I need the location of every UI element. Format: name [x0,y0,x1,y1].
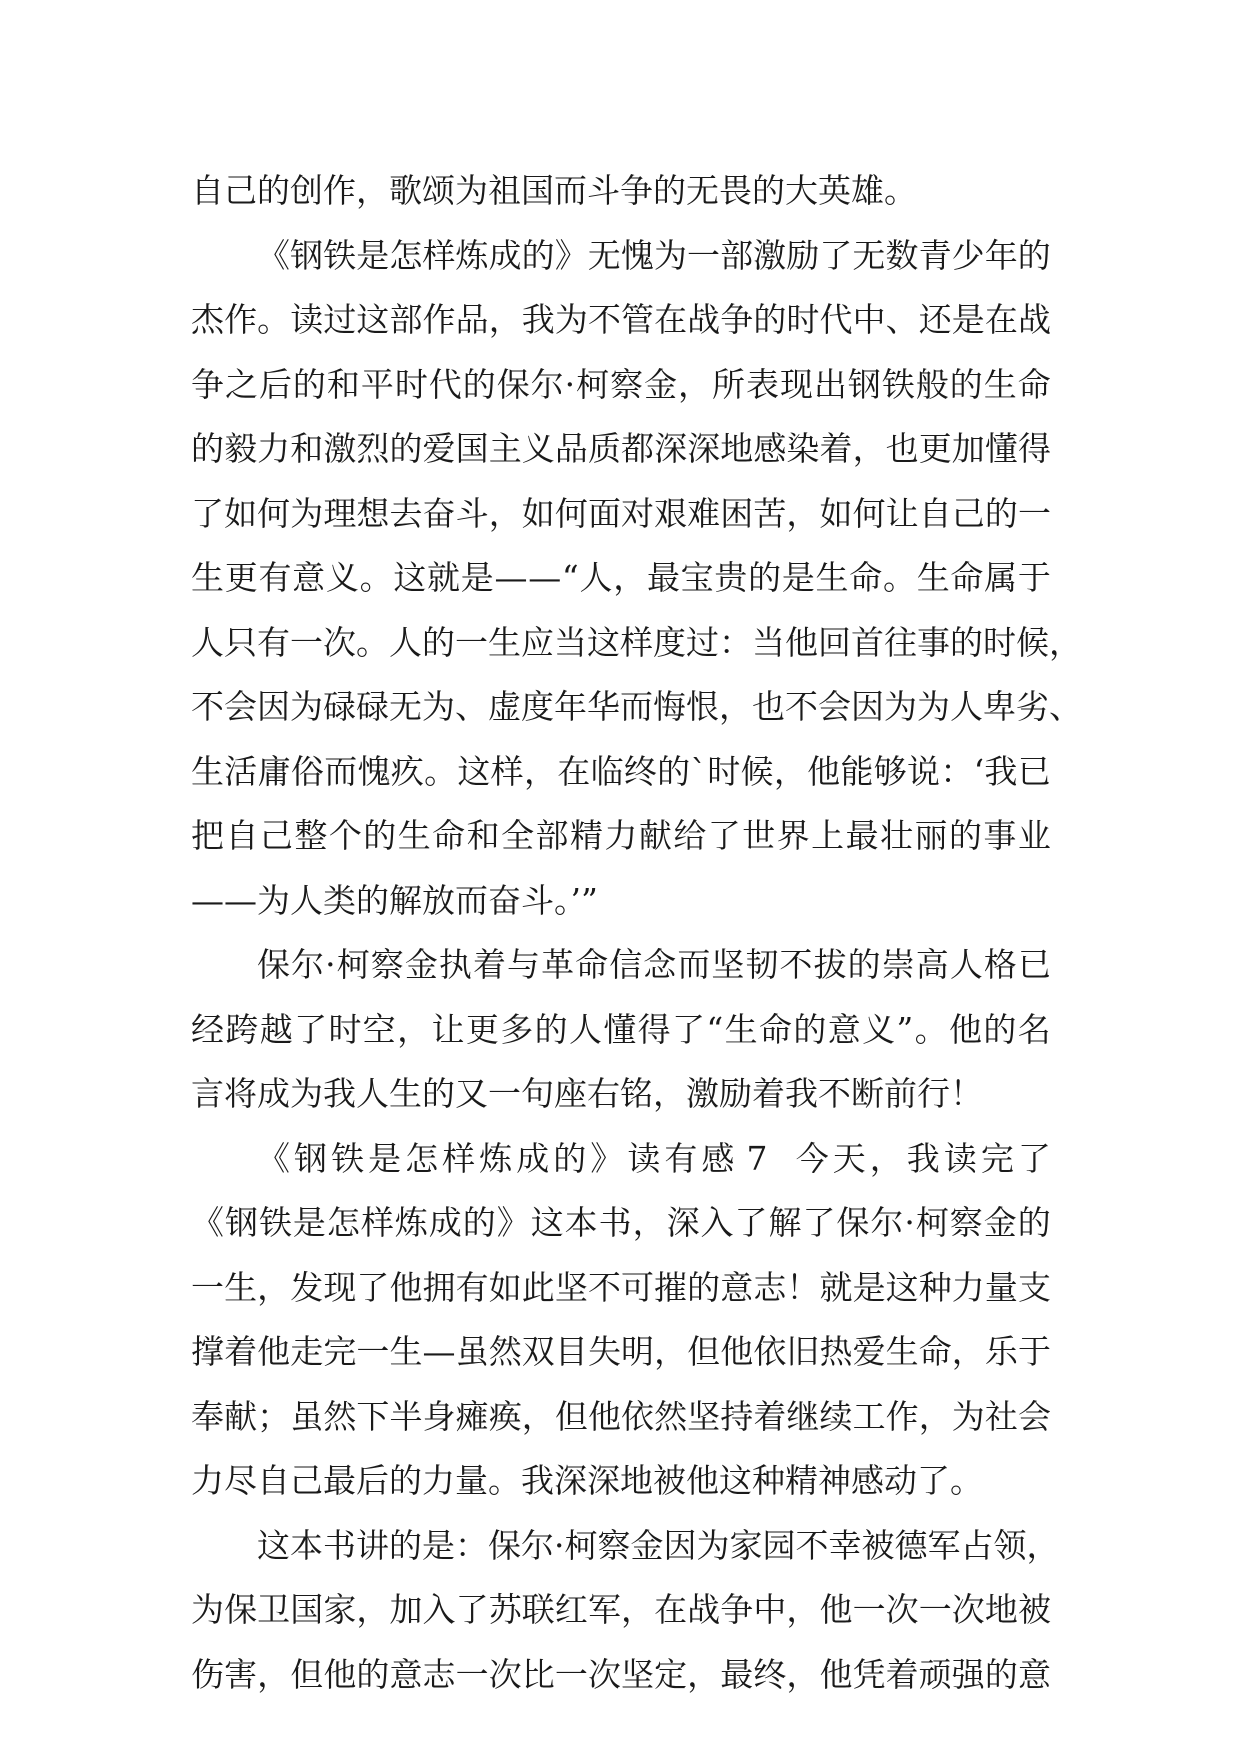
text-line: 把 自 己 整 个 的 生 命 和 全 部 精 力 献 给 了 世 界 上 最 壮 丽 的 事 业 [191,816,1051,855]
text-line: 言将成为我人生的又一句座右铭，激励着我不断前行！ [191,1074,983,1113]
text-line: 伤 害 ， 但 他 的 意 志 一 次 比 一 次 坚 定 ， 最 终 ， 他 凭 着 顽 强 的 意 [191,1654,1051,1694]
text-line: 《 钢 铁 是 怎 样 炼 成 的 》 这 本 书 ， 深 入 了 解 了 保 尔 · 柯 察 金 的 [191,1203,1051,1242]
text-line: 《 钢 铁 是 怎 样 炼 成 的 》 无 愧 为 一 部 激 励 了 无 数 青 少 年 的 [257,235,1051,275]
text-line: 了 如 何 为 理 想 去 奋 斗 ， 如 何 面 对 艰 难 困 苦 ， 如 何 让 自 己 的 一 [191,493,1051,533]
text-line: 一 生 ， 发 现 了 他 拥 有 如 此 坚 不 可 摧 的 意 志 ！ 就 是 这 种 力 量 支 [191,1267,1051,1307]
text-line: 不 会 因 为 碌 碌 无 为 、 虚 度 年 华 而 悔 恨 ， 也 不 会 因 为 为 人 卑 劣 、 [191,687,1082,726]
text-line: 自己的创作，歌颂为祖国而斗争的无畏的大英雄。 [191,171,917,210]
text-line: 力尽自己最后的力量。我深深地被他这种精神感动了。 [191,1461,983,1500]
text-line: ——为人类的解放而奋斗。’” [191,880,598,920]
text-line: 的 毅 力 和 激 烈 的 爱 国 主 义 品 质 都 深 深 地 感 染 着 ， 也 更 加 懂 得 [191,429,1051,468]
text-line: 奉 献 ； 虽 然 下 半 身 瘫 痪 ， 但 他 依 然 坚 持 着 继 续 工 作 ， 为 社 会 [191,1396,1051,1436]
text-line: 保 尔 · 柯 察 金 执 着 与 革 命 信 念 而 坚 韧 不 拔 的 崇 高 人 格 已 [257,945,1051,984]
text-line: 这 本 书 讲 的 是 ： 保 尔 · 柯 察 金 因 为 家 园 不 幸 被 德 军 占 领 ， [257,1525,1060,1565]
text-line: 《 钢 铁 是 怎 样 炼 成 的 》 读 有 感 7 今 天 ， 我 读 完 了 [257,1138,1051,1178]
text-line: 生 活 庸 俗 而 愧 疚 。 这 样 ， 在 临 终 的 ` 时 候 ， 他 能 够 说 ： ‘ 我 已 [191,751,1051,791]
text-line: 人 只 有 一 次 。 人 的 一 生 应 当 这 样 度 过 ： 当 他 回 首 往 事 的 时 候 ， [191,622,1082,662]
text-line: 生 更 有 意 义 。 这 就 是 — — “ 人 ， 最 宝 贵 的 是 生 命 。 生 命 属 于 [191,558,1051,597]
body-text [191,159,1082,1707]
text-line: 经 跨 越 了 时 空 ， 让 更 多 的 人 懂 得 了 “ 生 命 的 意 义 ” 。 他 的 名 [191,1009,1051,1049]
text-line: 为 保 卫 国 家 ， 加 入 了 苏 联 红 军 ， 在 战 争 中 ， 他 一 次 一 次 地 被 [191,1590,1051,1629]
text-line: 争 之 后 的 和 平 时 代 的 保 尔 · 柯 察 金 ， 所 表 现 出 钢 铁 般 的 生 命 [191,364,1051,404]
text-line: 杰 作 。 读 过 这 部 作 品 ， 我 为 不 管 在 战 争 的 时 代 中 、 还 是 在 战 [191,300,1051,339]
text-line: 撑 着 他 走 完 一 生 — 虽 然 双 目 失 明 ， 但 他 依 旧 热 爱 生 命 ， 乐 于 [191,1332,1051,1371]
